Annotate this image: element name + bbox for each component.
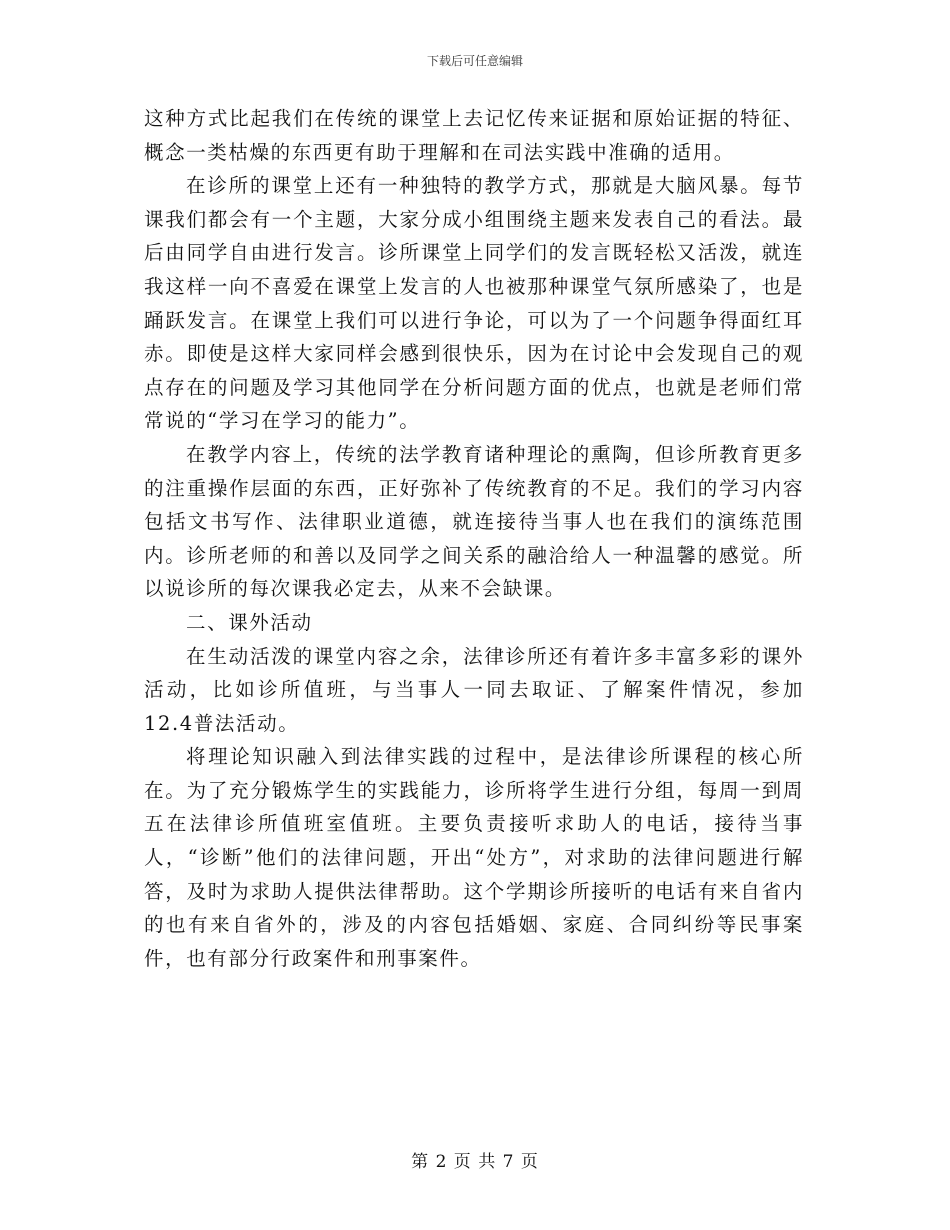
page-header: 下载后可任意编辑 xyxy=(426,54,523,68)
paragraph-5: 将理论知识融入到法律实践的过程中，是法律诊所课程的核心所在。为了充分锻炼学生的实践能力，诊所将学生进行分组，每周一到周五在法律诊所值班室值班。主要负责接听求助人的电话，接待当事人，“诊断”他们的法律问题，开出“处方”，对求助的法律问题进行解答，及时为求助人提供法律帮助。这个学期诊所接听的电话有来自省内的也有来自省外的，涉及的内容包括婚姻、家庭、合同纠纷等民事案件，也有部分行政案件和刑事案件。 xyxy=(144,745,804,970)
paragraph-1: 这种方式比起我们在传统的课堂上去记忆传来证据和原始证据的特征、概念一类枯燥的东西更有助于理解和在司法实践中准确的适用。 xyxy=(144,107,804,164)
paragraph-3: 在教学内容上，传统的法学教育诸种理论的熏陶，但诊所教育更多的注重操作层面的东西，正好弥补了传统教育的不足。我们的学习内容包括文书写作、法律职业道德，就连接待当事人也在我们的演练范围内。诊所老师的和善以及同学之间关系的融洽给人一种温馨的感觉。所以说诊所的每次课我必定去，从来不会缺课。 xyxy=(144,442,804,601)
paragraph-4: 在生动活泼的课堂内容之余，法律诊所还有着许多丰富多彩的课外活动，比如诊所值班，与当事人一同去取证、了解案件情况，参加12.4普法活动。 xyxy=(144,644,804,735)
document-body xyxy=(144,102,804,975)
paragraph-2: 在诊所的课堂上还有一种独特的教学方式，那就是大脑风暴。每节课我们都会有一个主题，大家分成小组围绕主题来发表自己的看法。最后由同学自由进行发言。诊所课堂上同学们的发言既轻松又活泼，就连我这样一向不喜爱在课堂上发言的人也被那种课堂气氛所感染了，也是踊跃发言。在课堂上我们可以进行争论，可以为了一个问题争得面红耳赤。即使是这样大家同样会感到很快乐，因为在讨论中会发现自己的观点存在的问题及学习其他同学在分析问题方面的优点，也就是老师们常常说的“学习在学习的能力”。 xyxy=(144,174,804,433)
section-heading: 二、课外活动 xyxy=(186,610,313,634)
page-footer: 第 2 页 共 7 页 xyxy=(411,1152,539,1172)
